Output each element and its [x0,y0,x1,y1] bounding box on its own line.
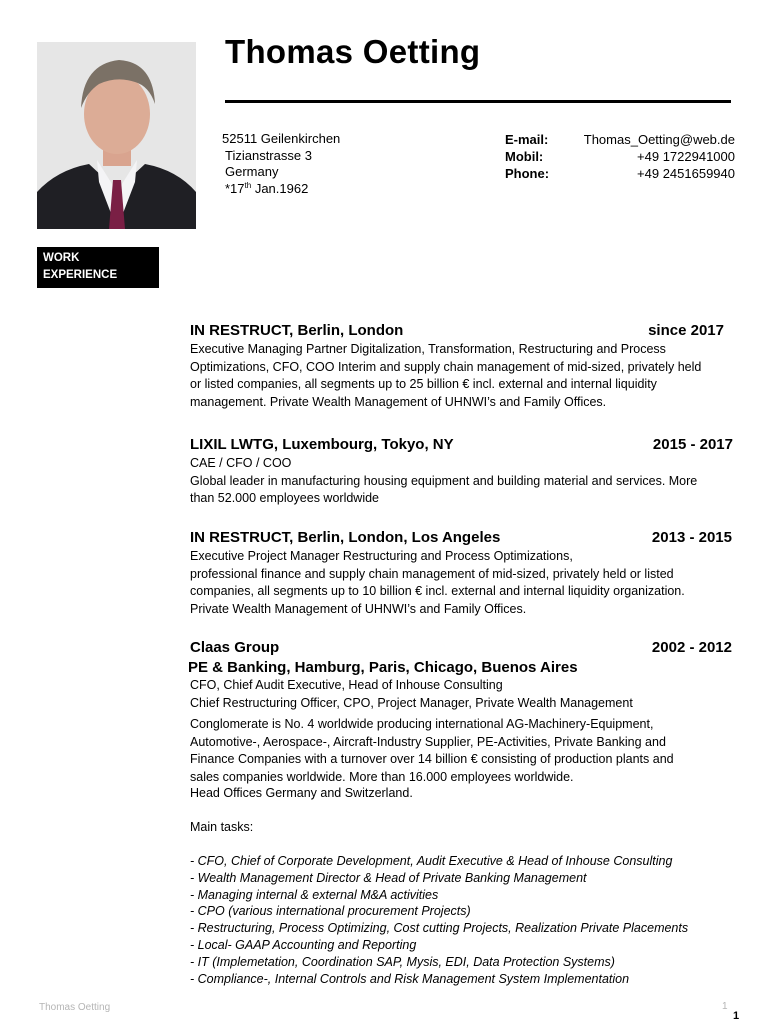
job-header [190,639,730,656]
job-description-line: Conglomerate is No. 4 worldwide producing international AG-Machinery-Equipment, [190,717,654,731]
job-entry [190,436,733,508]
job-company: LIXIL LWTG, Luxembourg, Tokyo, NY [190,436,454,453]
name-divider [225,100,731,103]
birth-date: *17th Jan.1962 [225,180,309,196]
task-item: - Managing internal & external M&A activities [190,887,439,902]
tasks-title: Main tasks: [190,819,254,834]
phone-value: +49 2451659940 [637,166,735,181]
job-description-line: Automotive-, Aerospace-, Aircraft-Industry Supplier, PE-Activities, Private Banking and [190,734,666,749]
job-subtitle: PE & Banking, Hamburg, Paris, Chicago, Buenos Aires [188,659,578,676]
address-street: Tizianstrasse 3 [225,147,312,163]
job-description-line: Head Offices Germany and Switzerland. [190,785,413,800]
job-description-line: CAE / CFO / COO [190,456,292,470]
page-number: 1 [733,1010,740,1022]
address-country: Germany [225,164,279,179]
contact-phone [505,165,735,182]
mobile-value: +49 1722941000 [637,149,735,164]
email-label: E-mail: [505,132,549,147]
job-period: 2002 - 2012 [651,639,732,656]
job-period: 2013 - 2015 [651,529,732,546]
job-role-line: Chief Restructuring Officer, CPO, Project Manager, Private Wealth Management [190,695,633,710]
job-description-line: Global leader in manufacturing housing equipment and building material and services. More [190,473,698,488]
task-item: - CFO, Chief of Corporate Development, Audit Executive & Head of Inhouse Consulting [190,854,673,868]
job-header [190,322,730,339]
profile-photo [37,42,196,229]
job-description-line: Executive Project Manager Restructuring and Process Optimizations, [190,549,573,563]
contact-block [505,131,735,182]
address-block [222,131,340,197]
contact-email [505,131,735,148]
job-description-line: Optimizations, CFO, COO Interim and supply chain management of mid-sized, privately held [190,359,702,374]
job-header [190,436,733,453]
email-value[interactable]: Thomas_Oetting@web.de [583,132,735,147]
mobile-label: Mobil: [505,149,544,164]
footer-name: Thomas Oetting [39,1002,111,1013]
job-header [190,529,730,546]
job-period: 2015 - 2017 [652,436,733,453]
job-entry [190,639,730,987]
job-company: Claas Group [190,639,280,656]
job-company: IN RESTRUCT, Berlin, London [190,322,404,339]
job-role-line: CFO, Chief Audit Executive, Head of Inhouse Consulting [190,678,503,692]
task-item: - Wealth Management Director & Head of Private Banking Management [190,870,587,885]
job-description-line: Executive Managing Partner Digitalization, Transformation, Restructuring and Process [190,342,666,356]
job-description-line: Private Wealth Management of UHNWI’s and Family Offices. [190,601,527,616]
task-item: - IT (Implemetation, Coordination SAP, Mysis, EDI, Data Protection Systems) [190,954,615,969]
section-label-work-experience: WORK EXPERIENCE [37,247,159,288]
job-description-line: professional finance and supply chain management of mid-sized, privately held or listed [190,566,674,581]
contact-mobile [505,148,735,165]
phone-label: Phone: [505,166,550,181]
address-city: 52511 Geilenkirchen [222,131,341,146]
job-description-line: than 52.000 employees worldwide [190,491,380,505]
job-period: since 2017 [648,322,724,339]
job-description-line: or listed companies, all segments up to 25 billion € incl. external and internal liquidity [190,377,657,391]
task-item: - CPO (various international procurement Projects) [190,904,471,919]
footer-page-small: 1 [722,1001,728,1012]
job-company: IN RESTRUCT, Berlin, London, Los Angeles [190,529,501,546]
job-description-line: management. Private Wealth Management of UHNWI’s and Family Offices. [190,394,607,409]
job-entry [190,529,730,618]
candidate-name: Thomas Oetting [225,33,481,70]
task-item: - Compliance-, Internal Controls and Risk Management System Implementation [190,971,630,986]
task-item: - Local- GAAP Accounting and Reporting [190,937,417,952]
job-entry [190,322,730,411]
job-description-line: sales companies worldwide. More than 16.000 employees worldwide. [190,769,574,784]
task-item: - Restructuring, Process Optimizing, Cost cutting Projects, Realization Private Placements [190,921,689,936]
job-description-line: Finance Companies with a turnover over 14 billion € consisting of production plants and [190,752,674,766]
job-description-line: companies, all segments up to 10 billion € incl. external and internal liquidity organization. [190,584,685,598]
